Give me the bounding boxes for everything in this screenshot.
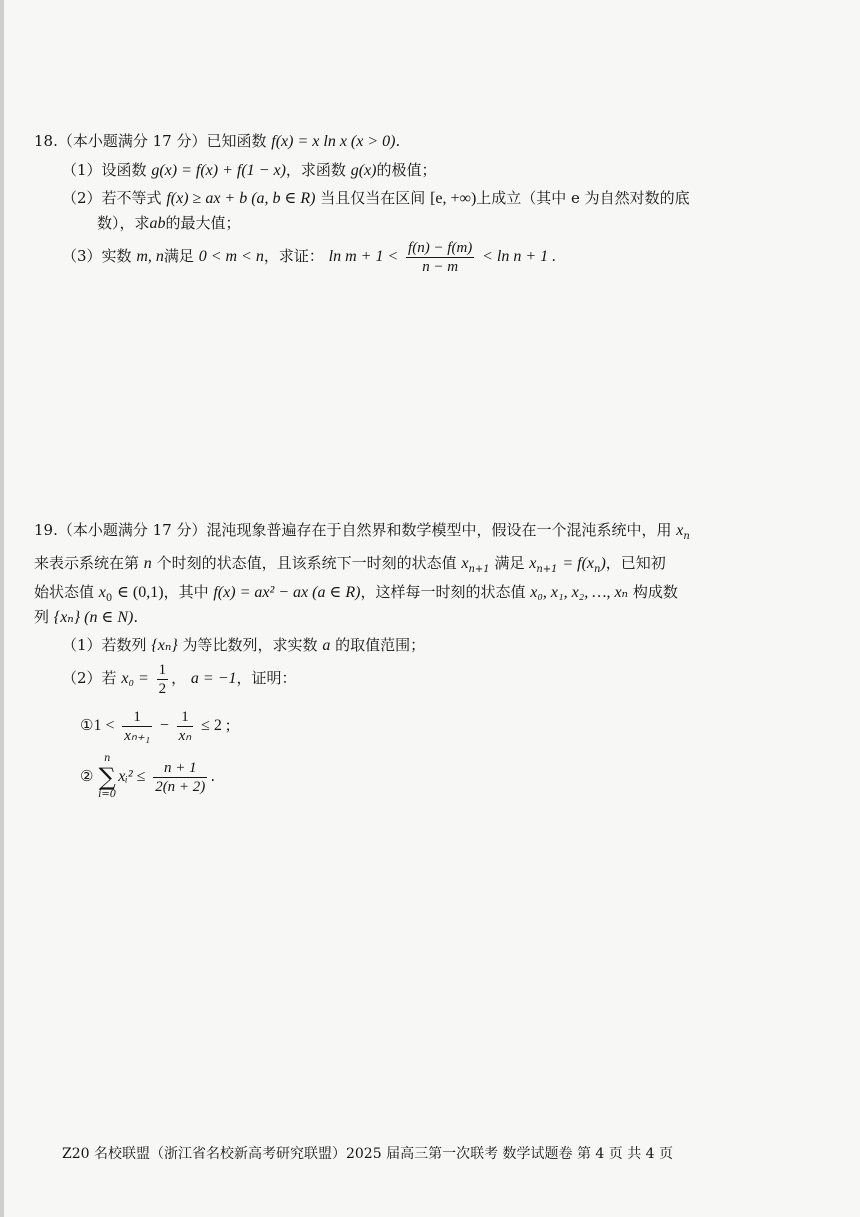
q18-line-1 xyxy=(34,131,400,152)
q18-p3-lhs: ln m + 1 < xyxy=(328,248,399,265)
q19-recurrence-a: x xyxy=(529,555,537,572)
q18-p3-mn: m, n xyxy=(136,248,164,265)
q19-p2-text-c: ，证明： xyxy=(236,669,297,687)
q18-p3-rhs: < ln n + 1 . xyxy=(482,248,557,265)
q19-n: n xyxy=(143,555,152,572)
q19-intro-i: 构成数 xyxy=(632,583,678,601)
q19-line-1: 19.（本小题满分 17 分）混沌现象普遍存在于自然界和数学模型中，假设在一个混沌系统中，用 $x_n$ xyxy=(34,521,690,542)
q19-p2-half-den: 2 xyxy=(158,680,167,697)
q19-intro-h: ，这样每一时刻的状态值 xyxy=(360,583,526,601)
q19-line-2: 来表示系统在第 n 个时刻的状态值，且该系统下一时刻的状态值 $x_{n+1}$ 满足 $x_{n+1} = f(x_n)$，已知初 xyxy=(34,554,666,575)
q19-s2-sigma: ∑ xyxy=(98,763,116,791)
q19-p1-a: a xyxy=(322,637,331,654)
q19-p1-text-a: 若数列 xyxy=(101,636,147,654)
q19-s1-f1-den: xₙ₊₁ xyxy=(124,727,151,744)
q18-p2-text-b: 当且仅当在区间 xyxy=(320,189,426,207)
q19-s2-lower: i=0 xyxy=(98,789,117,800)
q18-p3-label: （3） xyxy=(62,247,102,265)
q19-number: 19. xyxy=(34,521,58,539)
q19-s1-f2-den: xₙ xyxy=(178,727,192,744)
q19-subpart2 xyxy=(80,752,215,801)
q19-p2-a-value: a = −1 xyxy=(190,670,237,687)
q19-p2-label: （2） xyxy=(62,669,102,687)
q19-subpart1 xyxy=(80,703,230,748)
q18-part2-line2 xyxy=(97,213,241,234)
q19-intro-j: 列 xyxy=(34,608,50,626)
q19-line-4 xyxy=(34,607,138,628)
q19-s2-term: xᵢ² ≤ xyxy=(118,768,146,785)
q19-s2-upper: n xyxy=(103,753,111,764)
q19-s1-fraction-1 xyxy=(122,708,152,745)
q18-p3-condition: 0 < m < n xyxy=(198,248,264,265)
q19-x-next: x xyxy=(461,555,469,572)
q19-function-def: f(x) = ax² − ax (a ∈ R) xyxy=(213,584,361,601)
q19-intro-e: ，已知初 xyxy=(605,554,666,572)
q18-p3-text-c: ，求证： xyxy=(263,247,324,265)
q19-intro-b: 来表示系统在第 xyxy=(34,554,140,572)
q19-recurrence-c: ) xyxy=(600,555,606,572)
q18-heading: （本小题满分 17 分）已知函数 xyxy=(57,132,267,150)
q19-recurrence-b: = f(x xyxy=(562,555,594,572)
page-footer: Z20 名校联盟（浙江省名校新高考研究联盟）2025 届高三第一次联考 数学试题卷 第 4 页 共 4 页 xyxy=(62,1146,674,1162)
q18-p2-ab: ab xyxy=(149,215,166,232)
q19-sequence-terms: x₀, x₁, x₂, …, xₙ xyxy=(530,584,629,601)
q19-p2-half xyxy=(157,661,169,698)
q19-s2-summation xyxy=(98,753,116,801)
q19-s1-rhs: ≤ 2 ; xyxy=(201,717,231,734)
q18-p2-text-d: 数），求 xyxy=(97,214,150,232)
q19-p1-label: （1） xyxy=(62,636,102,654)
q19-p1-seq: {xₙ} xyxy=(151,637,178,654)
q19-intro-f: 始状态值 xyxy=(34,583,95,601)
q18-part1 xyxy=(62,160,436,181)
q18-p1-text-c: 的极值； xyxy=(376,161,437,179)
q19-s2-num: n + 1 xyxy=(153,759,207,778)
q18-p2-inequality: f(x) ≥ ax + b (a, b ∈ R) xyxy=(166,190,316,207)
q19-s2-end: . xyxy=(210,767,216,785)
q19-intro-g: ，其中 xyxy=(163,583,209,601)
q19-xn: x xyxy=(676,522,684,539)
q18-p1-gx: g(x) xyxy=(350,162,377,179)
q19-p1-text-b: 为等比数列，求实数 xyxy=(182,636,318,654)
q19-intro-end: . xyxy=(133,608,139,626)
q19-p2-half-num: 1 xyxy=(158,661,167,678)
q18-p2-text-c: 上成立（其中 e 为自然对数的底 xyxy=(476,189,690,207)
q19-part2 xyxy=(62,659,297,698)
q19-s1-minus: − xyxy=(159,717,169,734)
q18-p1-label: （1） xyxy=(62,161,102,179)
q18-function-def: f(x) = x ln x (x > 0) xyxy=(271,133,396,150)
q18-p3-text-b: 满足 xyxy=(163,247,194,265)
scan-edge xyxy=(0,0,4,1217)
q18-p1-text-b: ，求函数 xyxy=(285,161,346,179)
q19-s1-fraction-2 xyxy=(177,708,194,745)
q18-p2-text-e: 的最大值； xyxy=(165,214,241,232)
q18-part2-line1 xyxy=(62,188,690,209)
q18-part3 xyxy=(62,237,556,276)
q18-p3-numerator: f(n) − f(m) xyxy=(408,239,473,256)
q19-x0-range: ∈ (0,1) xyxy=(117,584,164,601)
q19-x0: x xyxy=(98,584,106,601)
q19-p2-text-a: 若 xyxy=(101,669,117,687)
q18-p3-text-a: 实数 xyxy=(101,247,132,265)
q19-s2-fraction xyxy=(153,759,207,796)
q19-part1 xyxy=(62,635,425,656)
q19-line-3: 始状态值 $x_0$ ∈ (0,1)，其中 f(x) = ax² − ax (a ∈ R)，这样每一时刻的状态值 x₀, x₁, x₂, …, xₙ 构成数 xyxy=(34,583,678,604)
q18-p1-g-def: g(x) = f(x) + f(1 − x) xyxy=(151,162,286,179)
q18-p2-text-a: 若不等式 xyxy=(101,189,162,207)
q19-s1-f2-num: 1 xyxy=(177,708,194,727)
q18-p2-interval: [e, +∞) xyxy=(430,190,477,207)
q19-s1-f1-num: 1 xyxy=(122,708,152,727)
q18-number: 18. xyxy=(34,132,58,150)
q19-s1-lhs: 1 < xyxy=(93,717,115,734)
q19-intro-d: 满足 xyxy=(494,554,525,572)
q19-p2-text-b: ， xyxy=(171,669,187,687)
q19-s2-mark: ② xyxy=(80,767,94,785)
q18-end: . xyxy=(395,132,401,150)
q18-p3-fraction xyxy=(406,239,474,276)
q19-intro-a: （本小题满分 17 分）混沌现象普遍存在于自然界和数学模型中，假设在一个混沌系统中，用 xyxy=(57,521,672,539)
q18-p2-label: （2） xyxy=(62,189,102,207)
q19-p1-text-c: 的取值范围； xyxy=(335,636,426,654)
q19-s2-den: 2(n + 2) xyxy=(155,778,206,795)
q18-p1-text-a: 设函数 xyxy=(101,161,147,179)
q18-p3-denominator: n − m xyxy=(422,258,459,275)
q19-p2-x0: x₀ = xyxy=(121,670,149,687)
q19-s1-mark: ① xyxy=(80,716,94,734)
q19-sequence-def: {xₙ} (n ∈ N) xyxy=(53,609,134,626)
q19-intro-c: 个时刻的状态值，且该系统下一时刻的状态值 xyxy=(156,554,457,572)
